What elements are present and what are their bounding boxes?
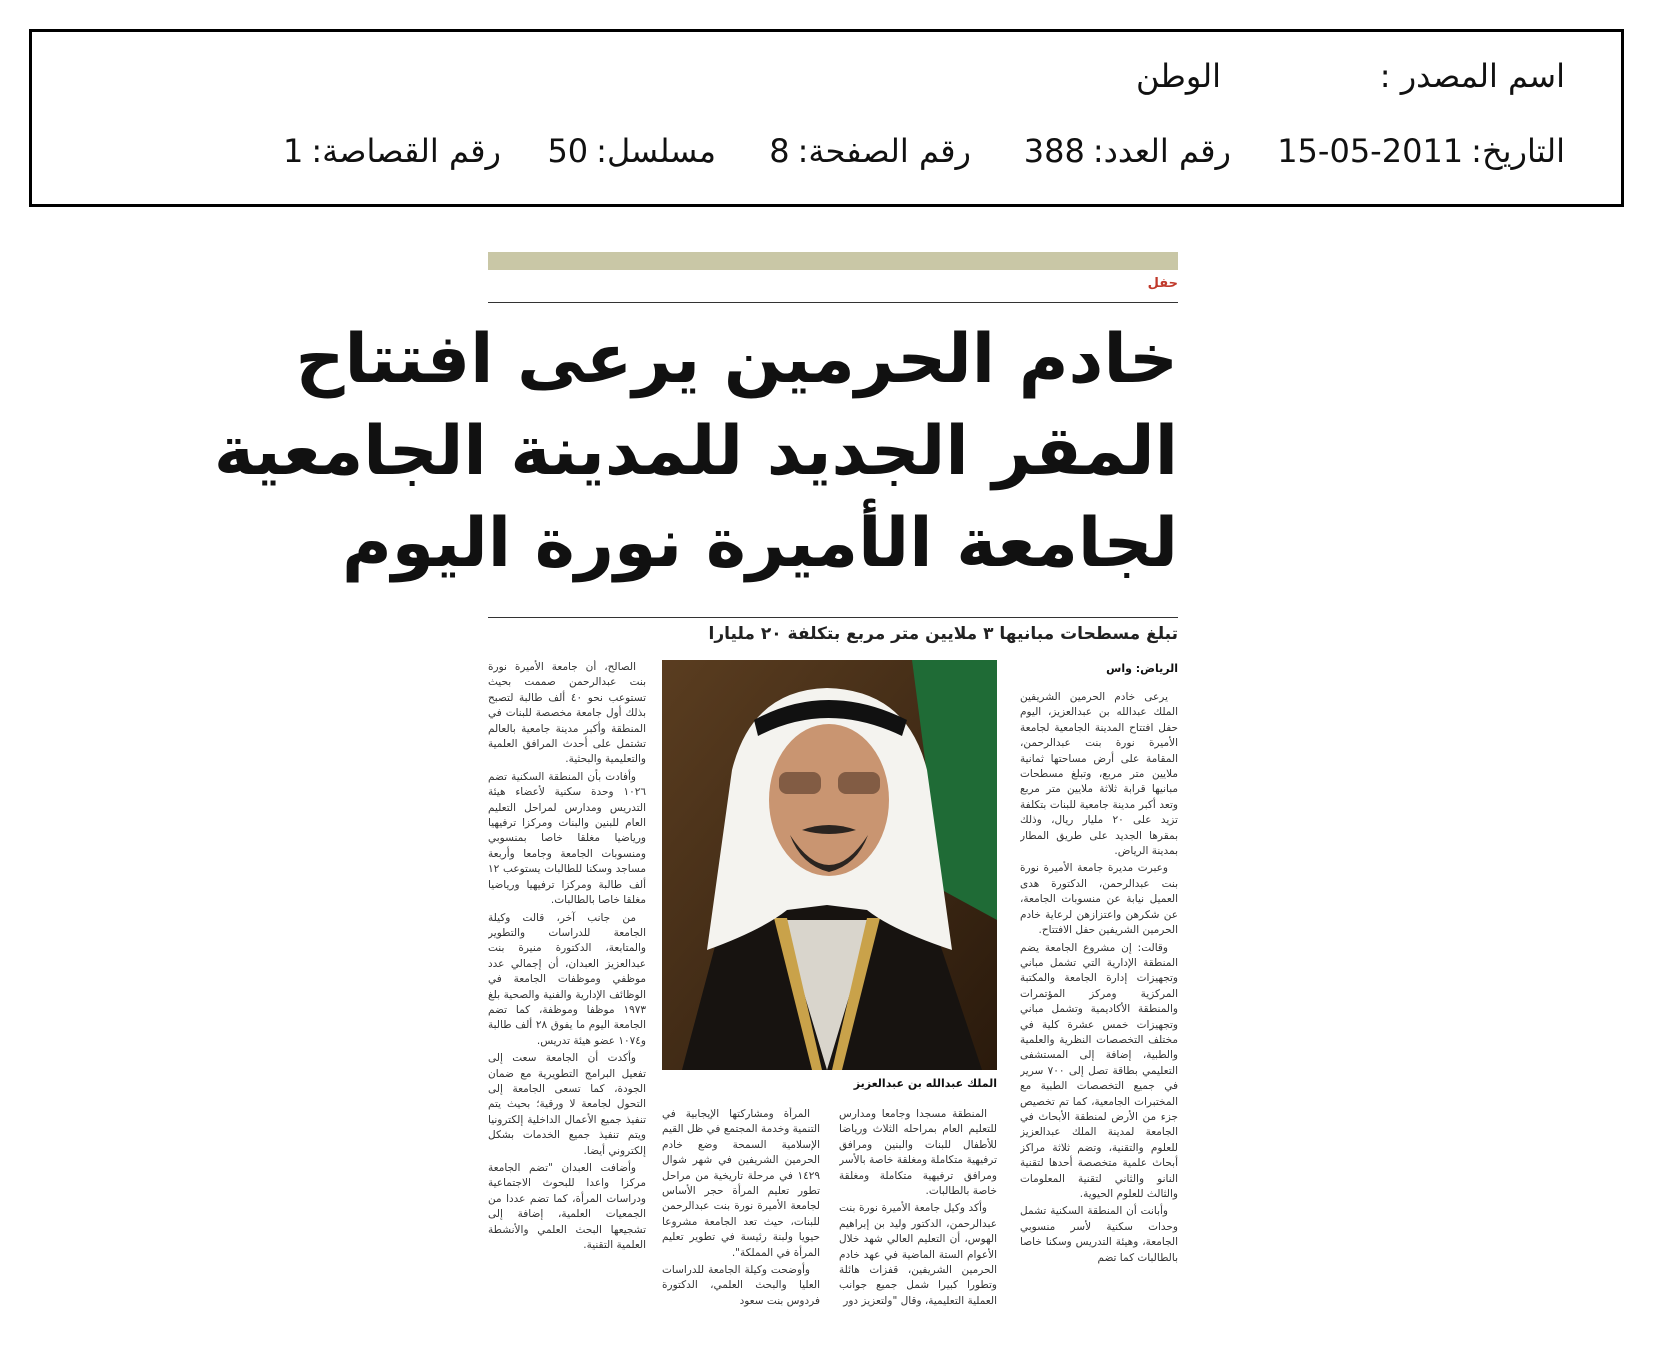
headline-line-2: المقر الجديد للمدينة الجامعية (213, 412, 1178, 491)
paragraph: وأوضحت وكيلة الجامعة للدراسات العليا والبحث العلمي، الدكتورة فردوس بنت سعود (662, 1264, 820, 1307)
paragraph: وأفادت بأن المنطقة السكنية تضم ١٠٢٦ وحدة سكنية لأعضاء هيئة التدريس ومدارس لمراحل التعليم العام للبنين والبنات ومركزا ترفيهيا ورياضيا مغلقا خاصا بمنسوبي ومنسوبات الجامعة وجامعا وأربعة مساجد وسكنا للطالبات يستوعب ١٢ ألف طالبة ومركزا ترفيهيا ورياضيا مغلقا خاصا بالطالبات. (488, 770, 646, 907)
article-column-4 (488, 660, 646, 1332)
divider-rule (488, 617, 1178, 618)
source-value: الوطن (1136, 57, 1221, 95)
clip-value: 1 (282, 132, 304, 170)
paragraph: المنطقة مسجدا وجامعا ومدارس للتعليم العام بمراحله الثلاث ورياضا للأطفال للبنات والبنين ومرافق ترفيهية متكاملة ومغلقة خاصة بالأسر ومرافق ترفيهية متكاملة ومغلقة خاصة بالطالبات. (839, 1108, 997, 1198)
newspaper-clipping (213, 252, 1178, 1332)
date-field (1277, 131, 1565, 171)
byline: الرياض: واس (1106, 662, 1178, 675)
portrait-illustration (662, 660, 997, 1070)
article-column-1 (1020, 690, 1178, 1332)
issue-field (1024, 131, 1231, 171)
headline (213, 314, 1178, 590)
clip-label: رقم القصاصة: (311, 132, 501, 170)
paragraph: وأكدت أن الجامعة سعت إلى تفعيل البرامج التطويرية مع ضمان الجودة، كما تسعى الجامعة إلى التحول لجامعة لا ورقية؛ بحيث يتم تنفيذ جميع الأعمال الداخلية إلكترونيا ويتم تنفيذ جميع الخدمات بشكل إلكتروني أيضا. (488, 1052, 646, 1157)
paragraph: وأكد وكيل جامعة الأميرة نورة بنت عبدالرحمن، الدكتور وليد بن إبراهيم الهوس، أن التعليم العالي شهد خلال الأعوام الستة الماضية في عهد خادم الحرمين الشريفين، قفزات هائلة وتطورا كبيرا شمل جميع جوانب العملية التعليمية، وقال "ولتعزيز دور (839, 1202, 997, 1307)
page-label: رقم الصفحة: (797, 132, 971, 170)
headline-line-1: خادم الحرمين يرعى افتتاح (295, 320, 1178, 399)
serial-field (547, 131, 716, 171)
clipping-metadata-box (29, 29, 1624, 207)
clip-field (283, 131, 501, 171)
serial-label: مسلسل: (596, 132, 716, 170)
portrait-photo (662, 660, 997, 1070)
paragraph: الصالح، أن جامعة الأميرة نورة بنت عبدالرحمن صممت بحيث تستوعب نحو ٤٠ ألف طالبة لتصبح بذلك أول جامعة مخصصة للبنات في المنطقة وأكبر مدينة جامعية بالعالم تشتمل على أحدث المرافق العلمية والتعليمية والبحثية. (488, 661, 646, 766)
issue-label: رقم العدد: (1092, 132, 1231, 170)
paragraph: من جانب آخر، قالت وكيلة الجامعة للدراسات والتطوير والمتابعة، الدكتورة منيرة بنت عبدالعزيز العبدان، أن إجمالي عدد موظفي وموظفات الجامعة في الوظائف الإدارية والفنية والصحية بلغ ١٩٧٣ موظفا وموظفة، كما تضم الجامعة اليوم ما يفوق ٢٨ ألف طالبة و١٠٧٤ عضو هيئة تدريس. (488, 911, 646, 1047)
paragraph: المرأة ومشاركتها الإيجابية في التنمية وخدمة المجتمع في ظل القيم الإسلامية السمحة وضع خادم الحرمين الشريفين في شهر شوال ١٤٢٩ في مرحلة تاريخية من مراحل تطور تعليم المرأة حجر الأساس لجامعة الأميرة نورة بنت عبدالرحمن للبنات، حيث تعد الجامعة مشروعا حيويا ولبنة رئيسة في تطوير تعليم المرأة في المملكة". (662, 1108, 820, 1259)
headline-line-3: لجامعة الأميرة نورة اليوم (341, 504, 1178, 583)
paragraph: وعبرت مديرة جامعة الأميرة نورة بنت عبدالرحمن، الدكتورة هدى العميل نيابة عن منسوبات الجامعة، عن شكرهن واعتزازهن لرعاية خادم الحرمين الشريفين حفل الافتتاح. (1020, 862, 1178, 937)
article-column-2 (839, 1107, 997, 1332)
photo-caption: الملك عبدالله بن عبدالعزيز (853, 1077, 997, 1090)
date-label: التاريخ: (1471, 132, 1565, 170)
issue-value: 388 (1023, 132, 1085, 170)
paragraph: يرعى خادم الحرمين الشريفين الملك عبدالله بن عبدالعزيز، اليوم حفل افتتاح المدينة الجامعية لجامعة الأميرة نورة بنت عبدالرحمن، المقامة على أرض مساحتها ثمانية ملايين متر مربع، وتبلغ مسطحات مبانيها قرابة ثلاثة ملايين متر مربع وتعد أكبر مدينة جامعية للبنات بتكلفة تزيد على ٢٠ مليار ريال، وذلك بمقرها الجديد على طريق المطار بمدينة الرياض. (1020, 691, 1178, 858)
article-column-3 (662, 1107, 820, 1332)
paragraph: وأضافت العبدان "تضم الجامعة مركزا واعدا للبحوث الاجتماعية ودراسات المرأة، كما تضم عددا من الجمعيات العلمية، إضافة إلى تشجيعها البحث العلمي والأنشطة العلمية التقنية. (488, 1162, 646, 1252)
source-label: اسم المصدر : (1379, 57, 1565, 95)
section-tag: حفل (1147, 276, 1178, 291)
paragraph: وأبانت أن المنطقة السكنية تشمل وحدات سكنية لأسر منسوبي الجامعة، وهيئة التدريس وسكنا خاصا بالطالبات كما تضم (1020, 1205, 1178, 1264)
divider-rule (488, 302, 1178, 303)
serial-value: 50 (547, 132, 589, 170)
section-color-bar (488, 252, 1178, 270)
page-value: 8 (769, 132, 790, 170)
subheadline: تبلغ مسطحات مبانيها ٣ ملايين متر مربع بتكلفة ٢٠ مليارا (708, 624, 1178, 644)
date-value: 2011-05-15 (1277, 132, 1464, 170)
page-field (769, 131, 971, 171)
paragraph: وقالت: إن مشروع الجامعة يضم المنطقة الإدارية التي تشمل مباني وتجهيزات إدارة الجامعة والمكتبة المركزية ومركز المؤتمرات والمنطقة الأكاديمية وتشمل مباني وتجهيزات خمس عشرة كلية في مختلف التخصصات النظرية والعلمية والطبية، إضافة إلى المستشفى التعليمي بطاقة تصل إلى ٧٠٠ سرير في جميع التخصصات الطبية مع المختبرات الجامعية، كما تم تخصيص جزء من الأرض لمنطقة الأبحاث في الجامعة لمدينة الملك عبدالعزيز للعلوم والتقنية، وتضم ثلاثة مراكز أبحاث علمية متخصصة أحدها لتقنية النانو والثاني لتقنية المعلومات والثالث للعلوم الحيوية. (1020, 941, 1178, 1200)
